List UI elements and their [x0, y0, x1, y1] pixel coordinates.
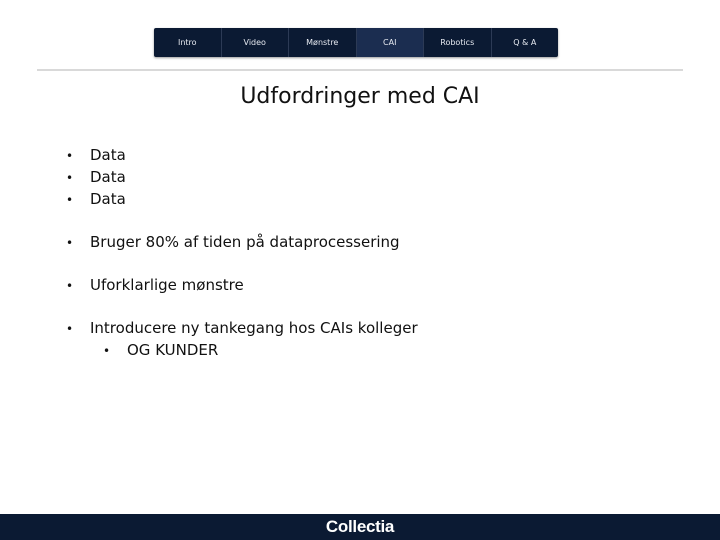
slide-title: Udfordringer med CAI: [240, 84, 480, 109]
collectia-logo: Collectia: [325, 517, 395, 536]
bullet-item: [66, 167, 126, 188]
nav-tab-monstre[interactable]: Mønstre: [289, 28, 357, 57]
bullet-item: [66, 275, 244, 296]
bullet-item: [66, 145, 126, 166]
bullet-text: Data: [90, 168, 126, 186]
bullet-text: Data: [90, 190, 126, 208]
sub-bullet-text: OG KUNDER: [127, 341, 219, 359]
top-navigation-bar: [154, 28, 558, 57]
bullet-glyph: •: [66, 171, 74, 185]
bullet-text: Introducere ny tankegang hos CAIs kolleger: [90, 319, 418, 337]
bullet-glyph: •: [66, 279, 74, 293]
bullet-text: Bruger 80% af tiden på dataprocessering: [90, 233, 400, 251]
nav-tab-intro[interactable]: Intro: [154, 28, 222, 57]
bullet-glyph: •: [66, 149, 74, 163]
bullet-glyph: •: [66, 236, 74, 250]
nav-tab-cai[interactable]: CAI: [357, 28, 425, 57]
header-divider: [37, 69, 683, 71]
bullet-item: [66, 232, 400, 253]
sub-bullet-item: [103, 340, 218, 361]
nav-tab-video[interactable]: Video: [222, 28, 290, 57]
footer-bar: [0, 514, 720, 540]
nav-tab-qa[interactable]: Q & A: [513, 38, 537, 47]
nav-tab-robotics[interactable]: Robotics: [424, 28, 492, 57]
bullet-glyph: •: [66, 193, 74, 207]
bullet-text: Uforklarlige mønstre: [90, 276, 244, 294]
bullet-glyph: •: [103, 344, 111, 358]
bullet-item: [66, 189, 126, 210]
bullet-glyph: •: [66, 322, 74, 336]
bullet-text: Data: [90, 146, 126, 164]
bullet-item: [66, 318, 418, 339]
